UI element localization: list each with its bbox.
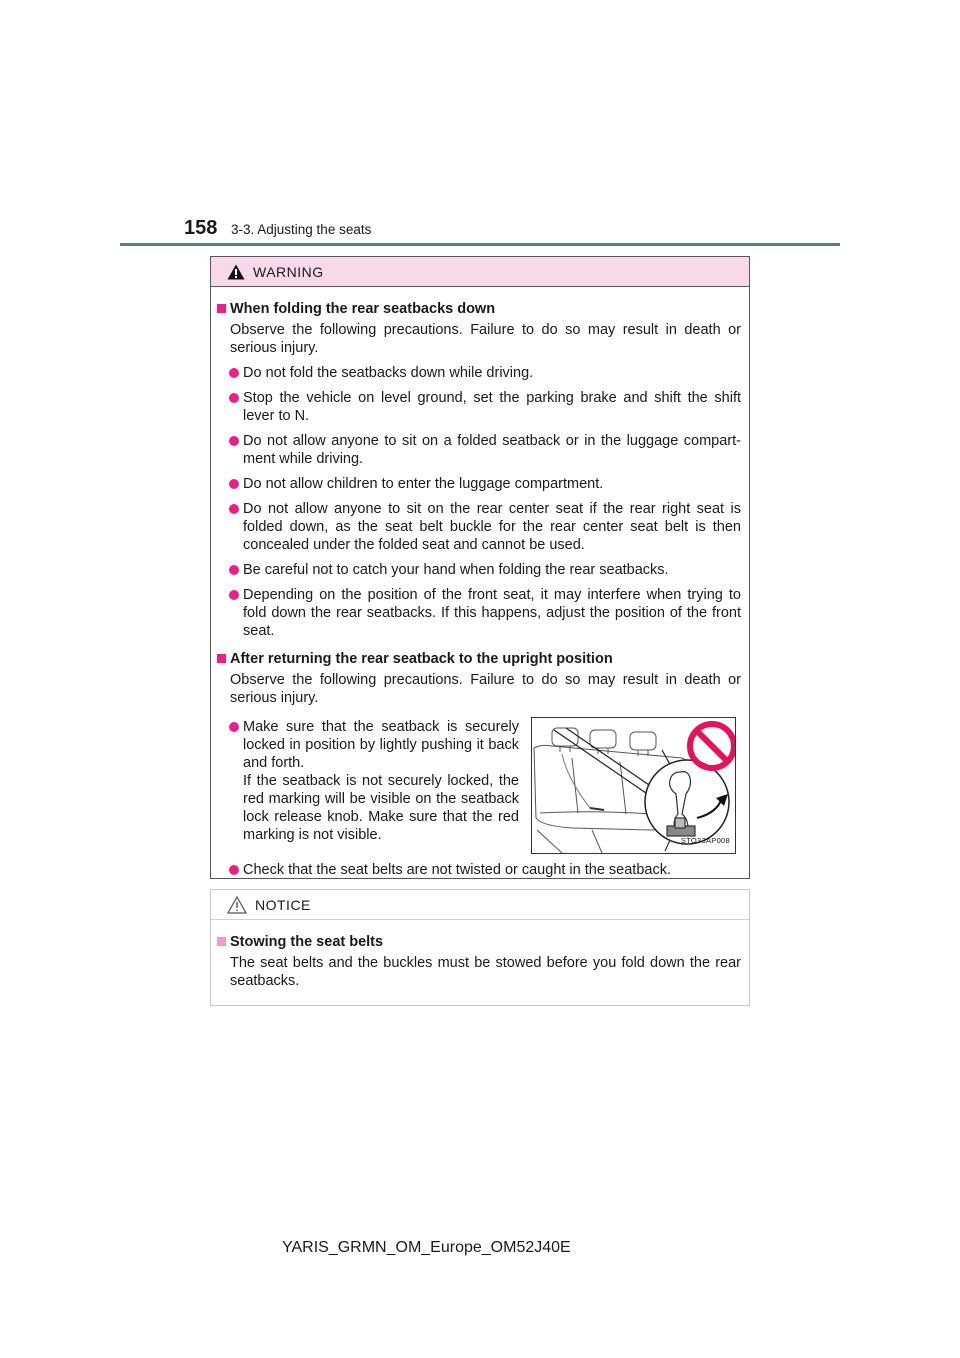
notice-header [211, 890, 749, 920]
illustration-code: STO33AP008 [680, 836, 730, 845]
warning-triangle-icon [227, 264, 245, 280]
section-title: 3-3. Adjusting the seats [231, 222, 372, 237]
warning-bullet: Do not allow anyone to sit on the rear center seat if the rear right seat is folded down, as the seat belt buckle for the rear center seat belt is then concealed under the folded seat and cannot be used. [217, 500, 741, 554]
warning-label: WARNING [253, 263, 324, 280]
warning-bullet: Be careful not to catch your hand when folding the rear seatbacks. [217, 561, 741, 579]
warning-bullet: Do not fold the seatbacks down while driving. [217, 364, 741, 382]
notice-body [211, 920, 749, 990]
header-rule [120, 243, 840, 246]
warning-bullet: Check that the seat belts are not twisted or caught in the seatback. [217, 861, 741, 879]
warning-intro-folding: Observe the following precautions. Failure to do so may result in death or serious injury. [230, 322, 741, 356]
warning-body [211, 287, 749, 879]
notice-box [210, 889, 750, 1006]
warning-bullet: Stop the vehicle on level ground, set the parking brake and shift the shift lever to N. [217, 389, 741, 425]
notice-text: The seat belts and the buckles must be stowed before you fold down the rear seatbacks. [230, 955, 741, 989]
warning-intro-upright: Observe the following precautions. Failure to do so may result in death or serious injury. [230, 672, 741, 706]
warning-bullet: Make sure that the seatback is securely locked in position by lightly pushing it back and forth. If the seatback is not securely locked, the red marking will be visible on the seatback lock release knob. Make sure that the red marking is not visible. [217, 718, 519, 844]
seatback-lock-illustration [531, 717, 736, 854]
caution-triangle-icon [227, 896, 247, 914]
warning-bullet: Do not allow anyone to sit on a folded seatback or in the luggage compart-ment while driving. [217, 432, 741, 468]
warning-bullet: Do not allow children to enter the luggage compartment. [217, 475, 741, 493]
warning-box [210, 256, 750, 879]
warning-heading-upright: After returning the rear seatback to the upright position [217, 650, 741, 668]
warning-header [211, 257, 749, 287]
notice-label: NOTICE [255, 896, 311, 913]
warning-bullet: Depending on the position of the front seat, it may interfere when trying to fold down the rear seatbacks. If this happens, adjust the position of the front seat. [217, 586, 741, 640]
document-footer: YARIS_GRMN_OM_Europe_OM52J40E [282, 1239, 571, 1256]
figure-row [217, 711, 741, 854]
notice-heading: Stowing the seat belts [217, 933, 741, 951]
warning-heading-folding: When folding the rear seatbacks down [217, 300, 741, 318]
page-number: 158 [184, 217, 218, 239]
